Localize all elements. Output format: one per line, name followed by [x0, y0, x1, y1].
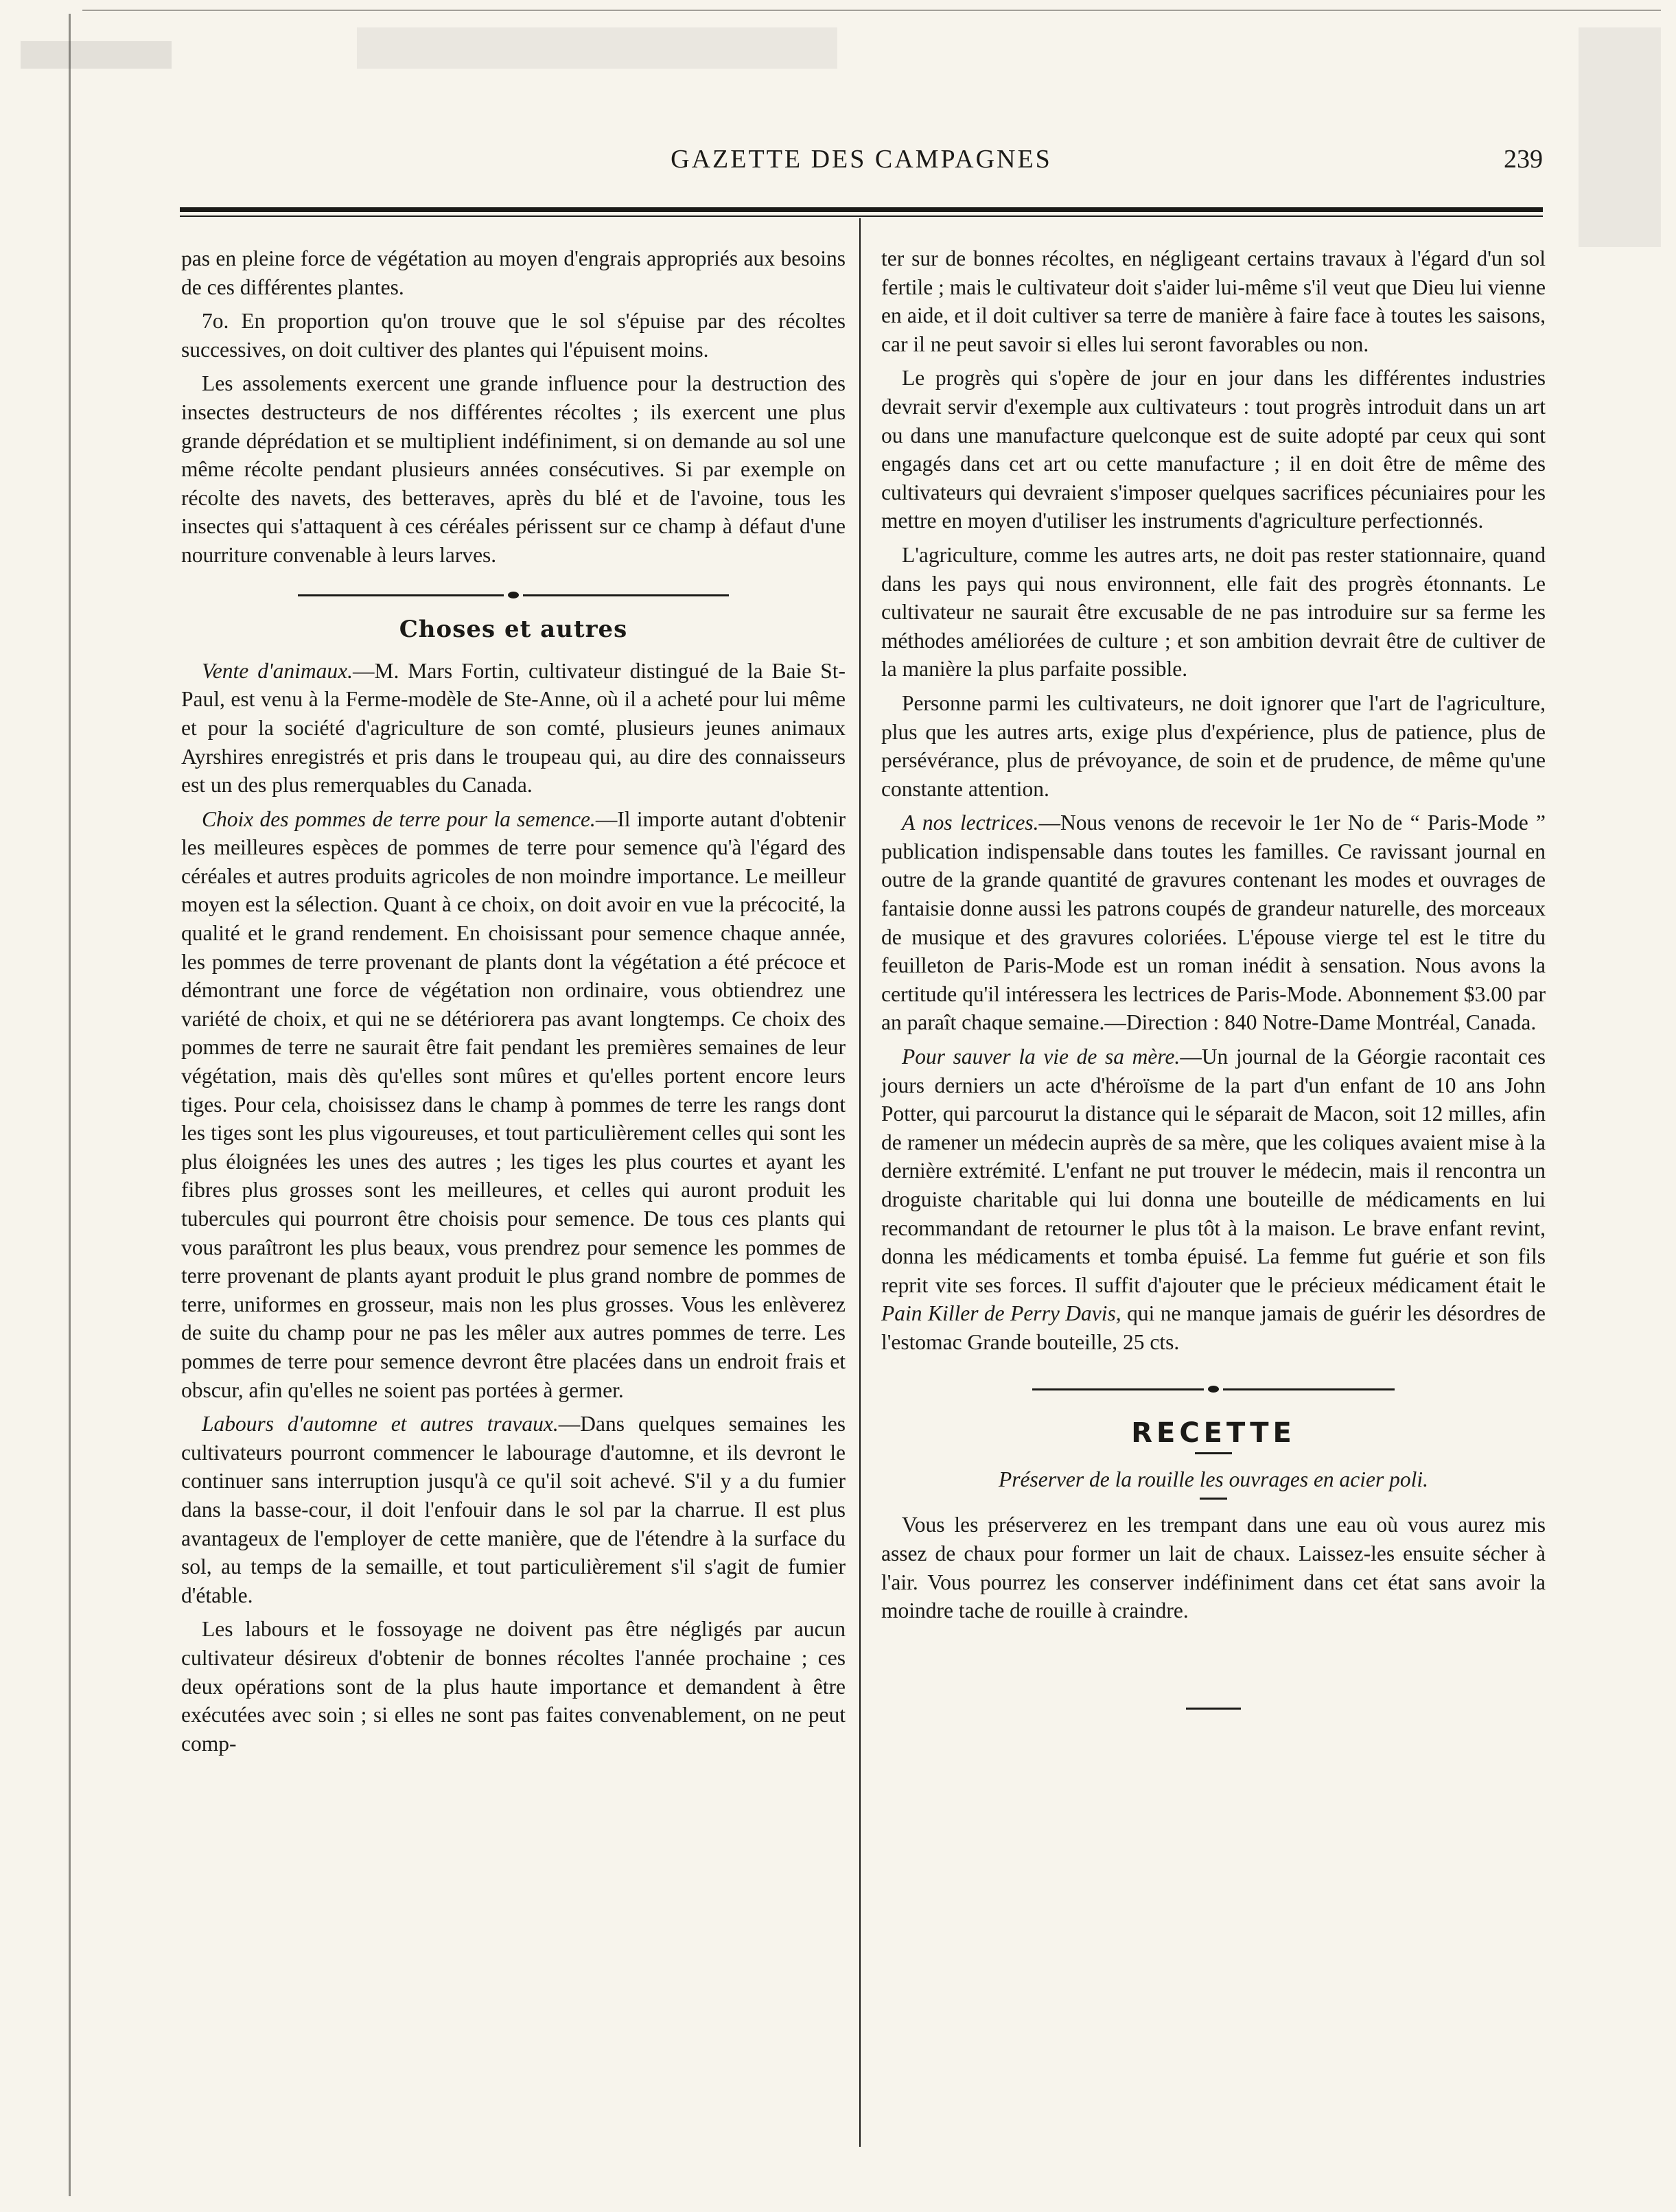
- recipe-text: Vous les préserverez en les trempant dans une eau où vous aurez mis assez de chaux pour former un lait de chaux. Laissez-les ensuite sécher à l'air. Vous pourrez les conserver indéfiniment dans cet état sans avoir la moindre tache de rouille à craindre.: [881, 1513, 1546, 1623]
- article-lead: Labours d'automne et autres travaux.: [202, 1412, 559, 1436]
- article-lead: Vente d'animaux.: [202, 658, 353, 683]
- article-text: —M. Mars Fortin, cultivateur distingué de la Baie St-Paul, est venu à la Ferme-modèle de Ste-Anne, où il a acheté pour lui même et pour la société d'agriculture de son comté, plusieurs jeunes animaux Ayrshires enregistrés et pris dans le troupeau qui, au dire des connaisseurs est un des plus remerquables du Canada.: [181, 658, 846, 798]
- section-ornament: [881, 1375, 1546, 1404]
- article-lead: Pour sauver la vie de sa mère.: [902, 1045, 1180, 1069]
- end-rule: [1186, 1708, 1241, 1710]
- paragraph: Personne parmi les cultivateurs, ne doit ignorer que l'art de l'agriculture, plus que les autres arts, exige plus d'expérience, plus de patience, plus de persévérance, plus de prévoyance, de soin et de prudence, de même qu'une constante attention.: [881, 690, 1546, 801]
- product-name: Pain Killer de Perry Davis,: [881, 1301, 1121, 1326]
- header-rule-thin: [180, 216, 1543, 217]
- right-column: [881, 244, 1546, 1710]
- article-text: —Un journal de la Géorgie racontait ces jours derniers un acte d'héroïsme de la part d'un enfant de 10 ans John Potter, qui parcourut la distance qui le séparait de Macon, soit 12 milles, afin de ramener un médecin auprès de sa mère, que les coliques avaient mise à la dernière extrémité. L'enfant ne put trouver le médecin, mais il rencontra un droguiste charitable qui lui donna une bouteille de médicaments en lui recommandant de retourner le plus tôt à la maison. Le brave enfant revint, donna les médicaments et tomba épuisé. La femme fut guérie et son fils reprit vite ses forces. Il suffit d'ajouter que le précieux médicament était le: [881, 1045, 1546, 1297]
- article-paragraph: [181, 1410, 846, 1609]
- scan-edge-top: [82, 10, 1661, 11]
- article-lead: Choix des pommes de terre pour la semence.: [202, 806, 596, 831]
- header-rule-thick: [180, 207, 1543, 212]
- paragraph: Les assolements exercent une grande influence pour la destruction des insectes destructeurs de nos différentes récoltes ; ils exercent une plus grande déprédation et se multiplient indéfiniment, si on demande au sol une même récolte pendant plusieurs années consécutives. Si par exemple on récolte des navets, des betteraves, après du blé et de l'avoine, tous les insectes qui s'attaquent à ces céréales périssent sur ce champ à défaut d'une nourriture convenable à leurs larves.: [181, 371, 846, 567]
- paragraph: L'agriculture, comme les autres arts, ne doit pas rester stationnaire, quand dans les pays qui nous environnent, elle fait des progrès étonnants. Le cultivateur ne saurait être excusable de ne pas introduire sur sa ferme les méthodes améliorées de culture ; et son ambition devrait être de cultiver de la manière la plus parfaite possible.: [881, 542, 1546, 682]
- scan-edge-left: [69, 14, 71, 2196]
- paragraph: Les labours et le fossoyage ne doivent pas être négligés par aucun cultivateur désireux d'obtenir de bonnes récoltes l'année prochaine ; ces deux opérations sont de la plus haute importance et demandent à être exécutées avec soin ; si elles ne sont pas faites convenablement, on ne peut comp-: [181, 1617, 846, 1756]
- title-rule: [1195, 1452, 1232, 1454]
- scan-noise: [357, 27, 837, 69]
- scan-noise: [21, 41, 172, 69]
- article-text-end: qui ne manque jamais de guérir les désordres de l'estomac Grande bouteille, 25 cts.: [881, 1301, 1546, 1354]
- recipe-subtitle: Préserver de la rouille les ouvrages en acier poli.: [998, 1467, 1429, 1491]
- recipe-title: RECETTE: [1131, 1417, 1296, 1450]
- running-title: GAZETTE DES CAMPAGNES: [671, 145, 1052, 174]
- scan-noise: [1579, 27, 1661, 247]
- paragraph: Le progrès qui s'opère de jour en jour dans les différentes industries devrait servir d'exemple aux cultivateurs : tout progrès introduit dans un art ou dans une manufacture quelconque est de suite adopté par ceux qui sont engagés dans cet art ou cette manufacture ; il en doit être de même des cultivateurs qui devraient s'imposer quelques sacrifices pécuniaires pour les mettre en moyen d'utiliser les instruments d'agriculture perfectionnés.: [881, 366, 1546, 533]
- paragraph: pas en pleine force de végétation au moyen d'engrais appropriés aux besoins de ces différentes plantes.: [181, 246, 846, 299]
- article-text: —Il importe autant d'obtenir les meilleures espèces de pommes de terre pour semence qu'à l'égard des céréales et autres produits agricoles de non moindre importance. Le meilleur moyen est la sélection. Quant à ce choix, on doit avoir en vue la précocité, la qualité et le grand rendement. En choisissant pour semence chaque année, les pommes de terre provenant de plants dont la végétation a été précoce et démontrant une force de végétation non ordinaire, vous obtiendrez une variété de choix, et qui ne se détériorera pas avant longtemps. Ce choix des pommes de terre ne saurait être fait pendant les premières semaines de leur végétation, mais dès qu'elles sont mûres et qu'elles portent encore leurs tiges. Pour cela, choisissez dans le champ à pommes de terre les rangs dont les tiges sont les plus vigoureuses, et tout particulièrement celles qui sont les plus éloignées les unes des autres ; les tiges les plus courtes et ayant les fibres plus grosses sont les meilleures, et celles qui auront produit les tubercules qui pourront être choisis pour semence. De tous ces plants qui vous paraîtront les plus beaux, vous prendrez pour semence les pommes de terre provenant de plants ayant produit le plus grand nombre de pommes de terre, uniformes en grosseur, mais non les plus grosses. Vous les enlèverez de suite du champ pour ne pas les mêler aux autres pommes de terre. Les pommes de terre pour semence devront être placées dans un endroit frais et obscur, afin qu'elles ne soient pas portées à germer.: [181, 806, 846, 1402]
- column-divider: [859, 218, 861, 2147]
- page-header: [180, 144, 1543, 185]
- section-title: Choses et autres: [399, 616, 628, 644]
- article-text: —Dans quelques semaines les cultivateurs pourront commencer le labourage d'automne, et ils devront le continuer sans interruption jusqu'à ce qu'il soit achevé. S'il y a du fumier dans la basse-cour, il doit l'enfouir dans le sol par la charrue. Il est plus avantageux de l'employer de cette manière, que de l'étendre à la surface du sol, au temps de la semaille, et tout particulièrement s'il s'agit de fumier d'étable.: [181, 1412, 846, 1607]
- paragraph: 7o. En proportion qu'on trouve que le sol s'épuise par des récoltes successives, on doit cultiver des plantes qui l'épuisent moins.: [181, 309, 846, 362]
- article-paragraph: [881, 808, 1546, 1037]
- page-number: 239: [1504, 145, 1543, 174]
- article-lead: A nos lectrices.: [902, 811, 1039, 835]
- paragraph: ter sur de bonnes récoltes, en négligeant certains travaux à l'égard d'un sol fertile ; mais le cultivateur doit s'aider lui-même s'il veut que Dieu lui vienne en aide, et il doit cultiver sa terre de manière à faire face à toutes les saisons, car il ne peut savoir si elles lui seront favorables ou non.: [881, 246, 1546, 356]
- article-text: —Nous venons de recevoir le 1er No de “ Paris-Mode ” publication indispensable dans toutes les familles. Ce ravissant journal en outre de la grande quantité de gravures contenant les modes et ouvrages de fantaisie donne aussi les patrons coupés de grandeur naturelle, des morceaux de musique et des gravures coloriées. L'épouse vierge tel est le titre du feuilleton de Paris-Mode est un roman inédit à sensation. Nous avons la certitude qu'il intéressera les lectrices de Paris-Mode. Abonnement $3.00 par an paraît chaque semaine.—Direction : 840 Notre-Dame Montréal, Canada.: [881, 811, 1546, 1035]
- left-column: [181, 244, 846, 1758]
- article-paragraph: [181, 657, 846, 800]
- article-paragraph: [881, 1043, 1546, 1357]
- subtitle-rule: [1200, 1498, 1227, 1500]
- section-ornament: [181, 581, 846, 609]
- article-paragraph: [181, 805, 846, 1404]
